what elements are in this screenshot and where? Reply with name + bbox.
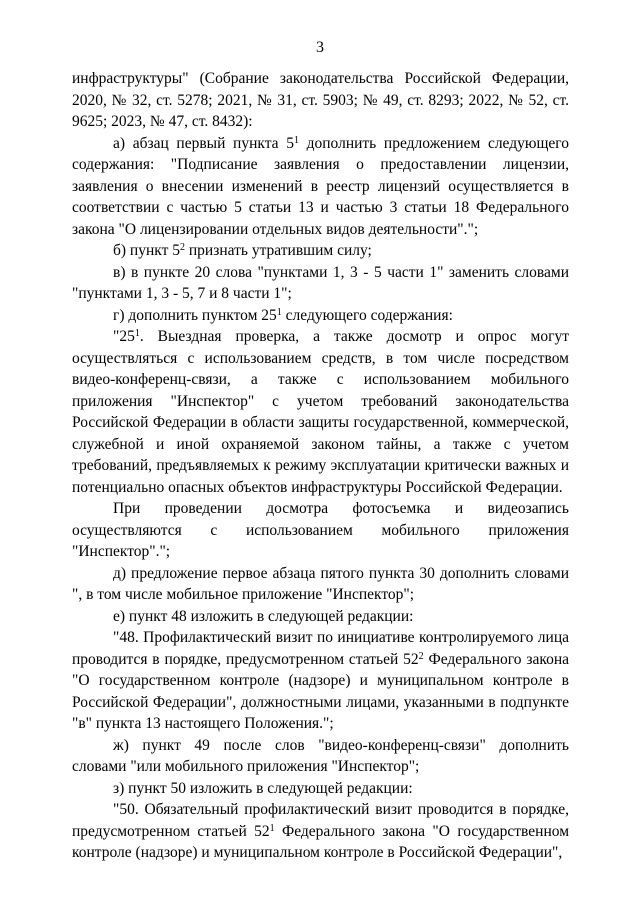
paragraph-item-d: [72, 563, 569, 606]
paragraph-text: Федерального закона "О государственном контроле (надзоре) и муниципальном контроле в Российской Федерации",: [72, 822, 570, 861]
document-body: [72, 68, 569, 864]
paragraph-item-b: [72, 240, 569, 262]
paragraph-item-zh: [72, 735, 569, 778]
paragraph-text: следующего содержания:: [281, 306, 453, 324]
superscript: 2: [180, 242, 185, 253]
paragraph-item-a: [72, 133, 569, 241]
paragraph-text: ж) пункт 49 после слов "видео-конференц-связи" дополнить словами "или мобильного приложения "Инспектор";: [72, 736, 569, 775]
paragraph-text: а) абзац первый пункта 5: [113, 134, 294, 152]
paragraph-item-z: [72, 778, 569, 800]
paragraph-item-e: [72, 606, 569, 628]
paragraph-text: признать утратившим силу;: [185, 242, 372, 259]
page-number: 3: [316, 39, 324, 56]
paragraph-text: "25: [113, 328, 135, 345]
superscript: 1: [269, 822, 275, 834]
paragraph-text: б) пункт 5: [113, 242, 180, 259]
paragraph-text: з) пункт 50 изложить в следующей редакции:: [113, 779, 413, 797]
paragraph-text: в) в пункте 20 слова "пунктами 1, 3 - 5 части 1" заменить словами "пунктами 1, 3 - 5, 7 и 8 части 1";: [72, 263, 569, 302]
paragraph-text: д) предложение первое абзаца пятого пункта 30 дополнить словами ", в том числе мобильное приложение "Инспектор";: [72, 564, 569, 603]
paragraph-item-v: [72, 262, 569, 305]
paragraph-quote-48: [72, 627, 569, 735]
superscript: 1: [134, 328, 140, 339]
paragraph-quote-25-1: [72, 326, 569, 498]
paragraph-inspection: [72, 498, 569, 563]
paragraph-text: инфраструктуры" (Собрание законодательства Российской Федерации, 2020, № 32, ст. 5278; 2021, № 31, ст. 5903; № 49, ст. 8293; 2022, № 52, ст. 9625; 2023, № 47, ст. 8432):: [72, 70, 569, 130]
paragraph-item-g: [72, 305, 569, 327]
paragraph-text: "48. Профилактический визит по инициативе контролируемого лица проводится в порядке, предусмотренном статьей 52: [72, 629, 569, 668]
superscript: 1: [276, 306, 282, 318]
paragraph-quote-50: [72, 799, 569, 864]
paragraph-text: При проведении досмотра фотосъемка и видеозапись осуществляются с использованием мобильного приложения "Инспектор".";: [72, 500, 569, 560]
paragraph-intro: [72, 68, 569, 133]
superscript: 2: [418, 650, 424, 662]
paragraph-text: . Выездная проверка, а также досмотр и опрос могут осуществляться с использованием средств, в том числе посредством видео-конференц-связи, а также с использованием мобильного приложения "Инспектор" с учетом требований законодательства Российской Федерации в области защиты государственной, коммерческой, служебной и иной охраняемой законом тайны, а также с учетом требований, предъявляемых к режиму эксплуатации критически важных и потенциально опасных объектов инфраструктуры Российской Федерации.: [72, 328, 569, 496]
paragraph-text: е) пункт 48 изложить в следующей редакции:: [113, 607, 414, 625]
paragraph-text: г) дополнить пунктом 25: [113, 306, 277, 324]
paragraph-text: Федерального закона "О государственном контроле (надзоре) и муниципальном контроле в Российской Федерации", должностными лицами, указанными в подпункте "в" пункта 13 настоящего Положения.";: [72, 650, 569, 732]
paragraph-text: дополнить предложением следующего содержания: "Подписание заявления о предоставлении лицензии, заявления о внесении изменений в реестр лицензий осуществляется в соответствии с частью 5 статьи 13 и частью 3 статьи 18 Федерального закона "О лицензировании отдельных видов деятельности".";: [72, 134, 569, 238]
paragraph-text: "50. Обязательный профилактический визит проводится в порядке, предусмотренном статьей 52: [72, 801, 569, 840]
superscript: 1: [293, 134, 299, 146]
